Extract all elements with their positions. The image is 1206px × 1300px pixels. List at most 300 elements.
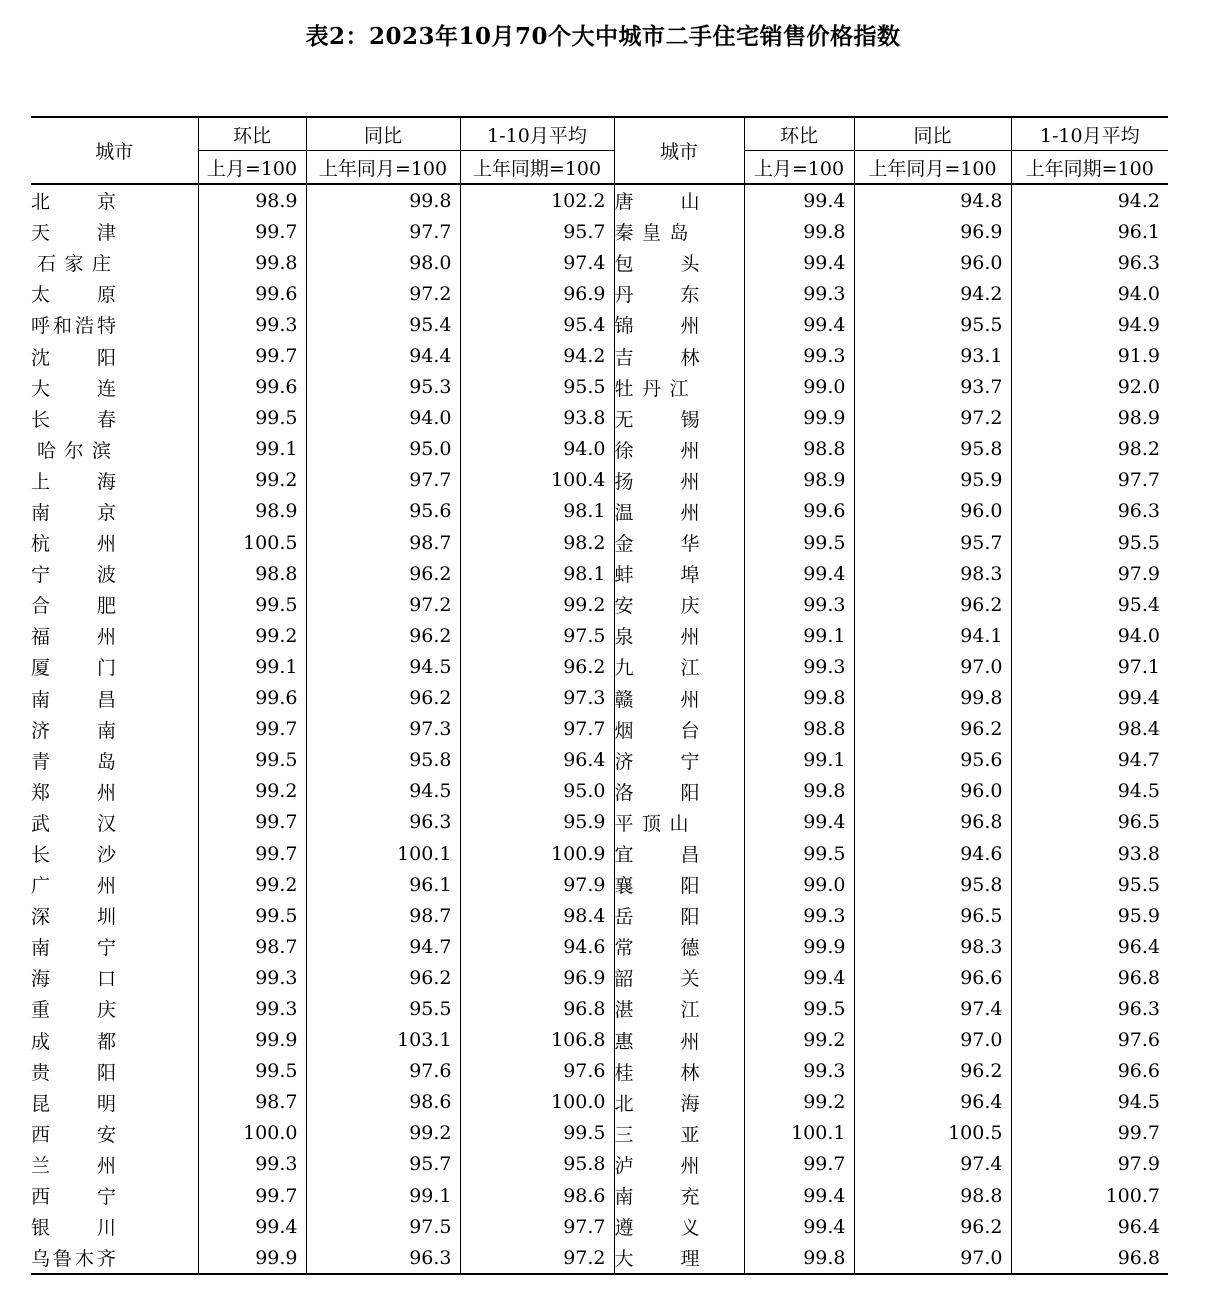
city-name: 宁波 <box>31 564 116 587</box>
avg-value: 95.4 <box>460 309 614 340</box>
mom-value: 99.8 <box>744 683 854 714</box>
avg-value: 95.0 <box>460 776 614 807</box>
table-row <box>31 403 1168 434</box>
yoy-value: 95.7 <box>854 527 1011 558</box>
yoy-value: 98.0 <box>306 247 460 278</box>
city-cell <box>31 1025 198 1056</box>
city-name: 厦门 <box>31 657 116 680</box>
table-row <box>31 1180 1168 1211</box>
yoy-value: 97.7 <box>306 216 460 247</box>
city-name: 唐山 <box>614 191 700 214</box>
city-cell <box>614 869 744 900</box>
mom-value: 99.7 <box>198 838 306 869</box>
avg-value: 95.5 <box>1011 527 1168 558</box>
yoy-value: 98.8 <box>854 1180 1011 1211</box>
mom-value: 99.4 <box>744 309 854 340</box>
mom-value: 99.7 <box>198 1180 306 1211</box>
city-cell <box>614 838 744 869</box>
city-cell <box>31 465 198 496</box>
mom-value: 99.5 <box>198 403 306 434</box>
city-name: 丹东 <box>614 284 700 307</box>
table-row <box>31 683 1168 714</box>
avg-value: 96.1 <box>1011 216 1168 247</box>
mom-value: 98.9 <box>744 465 854 496</box>
yoy-value: 96.6 <box>854 962 1011 993</box>
city-name: 深圳 <box>31 906 116 929</box>
mom-value: 99.9 <box>198 1025 306 1056</box>
mom-value: 100.1 <box>744 1118 854 1149</box>
city-cell <box>31 1056 198 1087</box>
city-name: 昆明 <box>31 1092 116 1115</box>
city-cell <box>31 807 198 838</box>
city-name: 济宁 <box>614 750 700 773</box>
city-name: 贵阳 <box>31 1061 116 1084</box>
city-cell <box>31 496 198 527</box>
avg-value: 95.5 <box>460 372 614 403</box>
mom-value: 99.5 <box>198 745 306 776</box>
price-index-table <box>31 116 1168 1275</box>
avg-value: 98.1 <box>460 496 614 527</box>
mom-value: 98.9 <box>198 496 306 527</box>
mom-value: 99.4 <box>744 1180 854 1211</box>
mom-value: 99.3 <box>198 309 306 340</box>
mom-value: 99.3 <box>744 900 854 931</box>
mom-value: 99.4 <box>198 1211 306 1242</box>
mom-value: 99.3 <box>744 278 854 309</box>
avg-value: 94.0 <box>460 434 614 465</box>
avg-value: 93.8 <box>1011 838 1168 869</box>
table-row <box>31 1242 1168 1274</box>
city-cell <box>614 216 744 247</box>
city-name: 岳阳 <box>614 906 700 929</box>
city-name: 常德 <box>614 937 700 960</box>
city-cell <box>31 714 198 745</box>
avg-value: 98.2 <box>1011 434 1168 465</box>
city-cell <box>614 1118 744 1149</box>
avg-value: 94.6 <box>460 931 614 962</box>
table-row <box>31 993 1168 1024</box>
city-name: 大理 <box>614 1248 700 1271</box>
avg-value: 97.7 <box>460 714 614 745</box>
mom-value: 99.2 <box>198 465 306 496</box>
avg-value: 97.7 <box>1011 465 1168 496</box>
city-cell <box>614 247 744 278</box>
city-name: 重庆 <box>31 999 116 1022</box>
yoy-value: 96.4 <box>854 1087 1011 1118</box>
city-name: 锦州 <box>614 315 700 338</box>
avg-value: 94.9 <box>1011 309 1168 340</box>
yoy-value: 97.0 <box>854 1025 1011 1056</box>
avg-value: 98.2 <box>460 527 614 558</box>
table-row <box>31 838 1168 869</box>
avg-value: 97.7 <box>460 1211 614 1242</box>
city-cell <box>614 931 744 962</box>
mom-value: 99.8 <box>744 216 854 247</box>
city-name: 蚌埠 <box>614 564 700 587</box>
yoy-value: 98.3 <box>854 931 1011 962</box>
yoy-value: 95.4 <box>306 309 460 340</box>
city-cell <box>31 589 198 620</box>
table-row <box>31 1211 1168 1242</box>
yoy-value: 95.5 <box>854 309 1011 340</box>
yoy-value: 95.8 <box>854 434 1011 465</box>
avg-value: 100.4 <box>460 465 614 496</box>
yoy-value: 96.2 <box>854 1211 1011 1242</box>
mom-value: 99.9 <box>198 1242 306 1274</box>
header-avg-left: 1-10月平均 <box>460 117 614 151</box>
table-row <box>31 1118 1168 1149</box>
yoy-value: 97.2 <box>854 403 1011 434</box>
mom-value: 100.5 <box>198 527 306 558</box>
mom-value: 98.7 <box>198 1087 306 1118</box>
city-name: 南京 <box>31 501 116 524</box>
mom-value: 99.6 <box>198 278 306 309</box>
city-name: 赣州 <box>614 688 700 711</box>
table-row <box>31 372 1168 403</box>
city-cell <box>614 434 744 465</box>
city-cell <box>614 184 744 216</box>
avg-value: 98.4 <box>460 900 614 931</box>
city-name: 银川 <box>31 1217 116 1240</box>
city-name: 襄阳 <box>614 875 700 898</box>
mom-value: 98.8 <box>198 558 306 589</box>
city-name: 韶关 <box>614 968 700 991</box>
yoy-value: 95.6 <box>306 496 460 527</box>
city-name: 吉林 <box>614 346 700 369</box>
city-name: 扬州 <box>614 470 700 493</box>
mom-value: 99.5 <box>198 900 306 931</box>
avg-value: 96.2 <box>460 651 614 682</box>
city-name: 杭州 <box>31 533 116 556</box>
header-yoy-left: 同比 <box>306 117 460 151</box>
city-cell <box>614 776 744 807</box>
yoy-value: 95.0 <box>306 434 460 465</box>
city-cell <box>31 372 198 403</box>
avg-value: 95.7 <box>460 216 614 247</box>
avg-value: 96.8 <box>1011 962 1168 993</box>
avg-value: 95.9 <box>1011 900 1168 931</box>
city-cell <box>614 1242 744 1274</box>
city-cell <box>614 527 744 558</box>
table-row <box>31 1087 1168 1118</box>
avg-value: 96.8 <box>1011 1242 1168 1274</box>
city-cell <box>614 278 744 309</box>
yoy-value: 100.5 <box>854 1118 1011 1149</box>
avg-value: 100.9 <box>460 838 614 869</box>
yoy-value: 98.7 <box>306 527 460 558</box>
city-name: 兰州 <box>31 1154 116 1177</box>
mom-value: 99.7 <box>198 216 306 247</box>
avg-value: 94.5 <box>1011 1087 1168 1118</box>
city-name: 济南 <box>31 719 116 742</box>
avg-value: 100.0 <box>460 1087 614 1118</box>
mom-value: 99.0 <box>744 869 854 900</box>
table-row <box>31 745 1168 776</box>
city-cell <box>31 651 198 682</box>
header-mom-base-right: 上月=100 <box>744 151 854 185</box>
header-mom-left: 环比 <box>198 117 306 151</box>
mom-value: 99.3 <box>198 993 306 1024</box>
city-cell <box>614 620 744 651</box>
city-cell <box>614 496 744 527</box>
city-name: 洛阳 <box>614 781 700 804</box>
city-cell <box>31 278 198 309</box>
yoy-value: 99.8 <box>854 683 1011 714</box>
city-name: 西宁 <box>31 1186 116 1209</box>
yoy-value: 96.1 <box>306 869 460 900</box>
avg-value: 97.9 <box>1011 558 1168 589</box>
city-name: 海口 <box>31 968 116 991</box>
yoy-value: 95.7 <box>306 1149 460 1180</box>
city-name: 徐州 <box>614 439 700 462</box>
city-cell <box>31 931 198 962</box>
city-cell <box>31 1149 198 1180</box>
avg-value: 97.9 <box>460 869 614 900</box>
mom-value: 98.8 <box>744 434 854 465</box>
table-row <box>31 1025 1168 1056</box>
city-name: 武汉 <box>31 812 116 835</box>
yoy-value: 100.1 <box>306 838 460 869</box>
header-row-top <box>31 117 1168 151</box>
city-cell <box>31 527 198 558</box>
avg-value: 99.4 <box>1011 683 1168 714</box>
city-cell <box>31 993 198 1024</box>
yoy-value: 98.3 <box>854 558 1011 589</box>
avg-value: 99.2 <box>460 589 614 620</box>
city-name: 沈阳 <box>31 346 116 369</box>
city-cell <box>614 1149 744 1180</box>
yoy-value: 94.8 <box>854 184 1011 216</box>
city-cell <box>614 340 744 371</box>
mom-value: 99.3 <box>744 651 854 682</box>
yoy-value: 99.1 <box>306 1180 460 1211</box>
avg-value: 95.8 <box>460 1149 614 1180</box>
table-row <box>31 1056 1168 1087</box>
city-cell <box>614 403 744 434</box>
table-row <box>31 714 1168 745</box>
city-cell <box>614 745 744 776</box>
city-name: 湛江 <box>614 999 700 1022</box>
table-row <box>31 931 1168 962</box>
city-cell <box>31 1118 198 1149</box>
avg-value: 99.7 <box>1011 1118 1168 1149</box>
table-row <box>31 962 1168 993</box>
city-cell <box>31 184 198 216</box>
city-cell <box>31 1242 198 1274</box>
mom-value: 99.3 <box>198 962 306 993</box>
avg-value: 95.4 <box>1011 589 1168 620</box>
mom-value: 99.2 <box>198 869 306 900</box>
yoy-value: 96.9 <box>854 216 1011 247</box>
city-name: 青岛 <box>31 750 116 773</box>
city-name: 牡丹江 <box>614 377 689 400</box>
table-row <box>31 807 1168 838</box>
yoy-value: 99.2 <box>306 1118 460 1149</box>
table-row <box>31 247 1168 278</box>
mom-value: 99.7 <box>744 1149 854 1180</box>
city-cell <box>31 683 198 714</box>
city-name: 哈尔滨 <box>37 439 111 462</box>
table-row <box>31 776 1168 807</box>
header-avg-base-right: 上年同期=100 <box>1011 151 1168 185</box>
city-cell <box>31 1211 198 1242</box>
mom-value: 99.3 <box>744 589 854 620</box>
avg-value: 96.6 <box>1011 1056 1168 1087</box>
yoy-value: 93.7 <box>854 372 1011 403</box>
yoy-value: 97.7 <box>306 465 460 496</box>
yoy-value: 96.2 <box>306 683 460 714</box>
mom-value: 99.9 <box>744 931 854 962</box>
avg-value: 99.5 <box>460 1118 614 1149</box>
header-city-right: 城市 <box>614 117 744 184</box>
mom-value: 100.0 <box>198 1118 306 1149</box>
header-mom-base-left: 上月=100 <box>198 151 306 185</box>
city-name: 泸州 <box>614 1154 700 1177</box>
avg-value: 96.8 <box>460 993 614 1024</box>
avg-value: 98.9 <box>1011 403 1168 434</box>
avg-value: 98.1 <box>460 558 614 589</box>
yoy-value: 97.0 <box>854 1242 1011 1274</box>
yoy-value: 93.1 <box>854 340 1011 371</box>
mom-value: 99.1 <box>744 745 854 776</box>
mom-value: 99.0 <box>744 372 854 403</box>
avg-value: 96.9 <box>460 278 614 309</box>
header-avg-right: 1-10月平均 <box>1011 117 1168 151</box>
city-cell <box>614 1180 744 1211</box>
yoy-value: 96.3 <box>306 807 460 838</box>
city-cell <box>31 558 198 589</box>
mom-value: 99.5 <box>744 527 854 558</box>
yoy-value: 94.2 <box>854 278 1011 309</box>
yoy-value: 95.6 <box>854 745 1011 776</box>
table-row <box>31 620 1168 651</box>
avg-value: 98.6 <box>460 1180 614 1211</box>
city-name: 温州 <box>614 501 700 524</box>
yoy-value: 97.6 <box>306 1056 460 1087</box>
yoy-value: 94.0 <box>306 403 460 434</box>
avg-value: 94.0 <box>1011 620 1168 651</box>
yoy-value: 94.6 <box>854 838 1011 869</box>
yoy-value: 95.8 <box>854 869 1011 900</box>
city-name: 长春 <box>31 408 116 431</box>
yoy-value: 96.0 <box>854 776 1011 807</box>
avg-value: 96.4 <box>1011 931 1168 962</box>
table-row <box>31 496 1168 527</box>
yoy-value: 96.2 <box>854 1056 1011 1087</box>
page-title: 表2：2023年10月70个大中城市二手住宅销售价格指数 <box>305 23 901 50</box>
avg-value: 94.2 <box>1011 184 1168 216</box>
table-row <box>31 900 1168 931</box>
city-cell <box>614 683 744 714</box>
avg-value: 97.5 <box>460 620 614 651</box>
city-name: 太原 <box>31 284 116 307</box>
mom-value: 99.5 <box>198 589 306 620</box>
avg-value: 97.3 <box>460 683 614 714</box>
yoy-value: 95.8 <box>306 745 460 776</box>
city-name: 三亚 <box>614 1123 700 1146</box>
yoy-value: 96.5 <box>854 900 1011 931</box>
header-row-bottom <box>31 151 1168 185</box>
yoy-value: 97.3 <box>306 714 460 745</box>
city-name: 平顶山 <box>614 812 689 835</box>
city-name: 合肥 <box>31 595 116 618</box>
mom-value: 99.7 <box>198 714 306 745</box>
city-cell <box>614 900 744 931</box>
yoy-value: 96.8 <box>854 807 1011 838</box>
city-name: 金华 <box>614 533 700 556</box>
yoy-value: 95.9 <box>854 465 1011 496</box>
avg-value: 97.6 <box>460 1056 614 1087</box>
city-name: 南充 <box>614 1186 700 1209</box>
avg-value: 97.9 <box>1011 1149 1168 1180</box>
avg-value: 95.9 <box>460 807 614 838</box>
avg-value: 95.5 <box>1011 869 1168 900</box>
yoy-value: 94.5 <box>306 651 460 682</box>
city-cell <box>31 247 198 278</box>
city-name: 郑州 <box>31 781 116 804</box>
table-row <box>31 184 1168 216</box>
avg-value: 91.9 <box>1011 340 1168 371</box>
city-cell <box>614 558 744 589</box>
city-cell <box>614 465 744 496</box>
avg-value: 97.2 <box>460 1242 614 1274</box>
avg-value: 100.7 <box>1011 1180 1168 1211</box>
mom-value: 98.9 <box>198 184 306 216</box>
avg-value: 97.1 <box>1011 651 1168 682</box>
avg-value: 92.0 <box>1011 372 1168 403</box>
header-yoy-base-right: 上年同月=100 <box>854 151 1011 185</box>
yoy-value: 95.5 <box>306 993 460 1024</box>
table-row <box>31 869 1168 900</box>
avg-value: 94.7 <box>1011 745 1168 776</box>
city-cell <box>31 1087 198 1118</box>
city-cell <box>614 993 744 1024</box>
avg-value: 106.8 <box>460 1025 614 1056</box>
table-row <box>31 434 1168 465</box>
city-cell <box>614 1056 744 1087</box>
city-cell <box>614 589 744 620</box>
avg-value: 97.6 <box>1011 1025 1168 1056</box>
city-name: 成都 <box>31 1030 116 1053</box>
mom-value: 99.1 <box>744 620 854 651</box>
avg-value: 96.9 <box>460 962 614 993</box>
mom-value: 99.4 <box>744 807 854 838</box>
table-body <box>31 184 1168 1274</box>
mom-value: 99.6 <box>744 496 854 527</box>
city-cell <box>614 651 744 682</box>
yoy-value: 96.2 <box>306 620 460 651</box>
city-name: 广州 <box>31 875 116 898</box>
avg-value: 94.5 <box>1011 776 1168 807</box>
avg-value: 96.3 <box>1011 993 1168 1024</box>
city-cell <box>614 372 744 403</box>
avg-value: 96.3 <box>1011 247 1168 278</box>
yoy-value: 99.8 <box>306 184 460 216</box>
city-name: 西安 <box>31 1123 116 1146</box>
city-name: 福州 <box>31 626 116 649</box>
city-cell <box>31 776 198 807</box>
table-row <box>31 216 1168 247</box>
table-row <box>31 527 1168 558</box>
mom-value: 98.7 <box>198 931 306 962</box>
city-cell <box>614 1087 744 1118</box>
mom-value: 99.7 <box>198 807 306 838</box>
mom-value: 99.5 <box>744 838 854 869</box>
mom-value: 99.2 <box>744 1025 854 1056</box>
header-yoy-base-left: 上年同月=100 <box>306 151 460 185</box>
header-avg-base-left: 上年同期=100 <box>460 151 614 185</box>
mom-value: 99.4 <box>744 247 854 278</box>
